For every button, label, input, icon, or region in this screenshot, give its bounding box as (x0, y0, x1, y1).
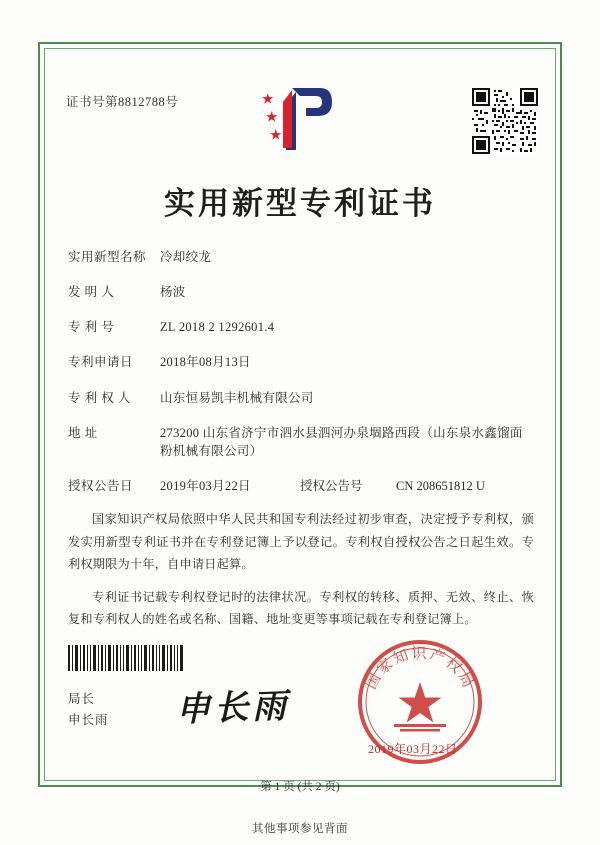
field-row-application-date (68, 353, 534, 371)
field-row-grant-announcement (68, 477, 534, 495)
page-number: 第 1 页 (共 2 页) (260, 781, 340, 793)
field-row-patent-number (68, 318, 534, 336)
signature-labels (68, 689, 109, 732)
field-label: 专 利 号 (68, 320, 115, 335)
paragraph-2: 专利证书记载专利权登记时的法律状况。专利权的转移、质押、无效、终止、恢复和专利权人的姓名或名称、国籍、地址变更等事项记载在专利登记簿上。 (68, 589, 534, 627)
field-label: 专 利 权 人 (68, 390, 131, 405)
page-title: 实用新型专利证书 (164, 186, 436, 221)
field-value-grant-date: 2019年03月22日 (160, 478, 251, 493)
paragraph-1: 国家知识产权局依照中华人民共和国专利法经过初步审查，决定授予专利权，颁发实用新型专利证书并在专利登记簿上予以登记。专利权自授权公告之日起生效。专利权期限为十年，自申请日起算。 (68, 512, 534, 572)
field-value: 山东恒易凯丰机械有限公司 (160, 390, 314, 405)
field-label: 地 址 (68, 425, 98, 440)
svg-text:国家知识产权局: 国家知识产权局 (363, 646, 477, 693)
field-label-grant-date: 授权公告日 (68, 478, 134, 493)
field-value: 冷却绞龙 (160, 250, 212, 264)
field-row-inventor (68, 283, 534, 301)
field-label-grant-number: 授权公告号 (300, 478, 363, 493)
handwritten-signature: 申长雨 (175, 688, 291, 729)
field-list (68, 248, 534, 512)
field-value: 273200 山东省济宁市泗水县泗河办泉堌路西段（山东泉水鑫馏面粉机械有限公司） (160, 425, 523, 458)
certificate-number: 证书号第8812788号 (66, 95, 179, 109)
footer-note: 其他事项参见背面 (252, 823, 348, 835)
field-value: ZL 2018 2 1292601.4 (160, 320, 275, 335)
field-value-grant-number: CN 208651812 U (396, 478, 485, 493)
field-label: 发 明 人 (68, 285, 115, 300)
field-value: 杨波 (160, 285, 186, 300)
barcode-icon (68, 645, 184, 671)
legal-body-text (68, 508, 534, 641)
seal-date: 2019年03月22日 (368, 742, 458, 756)
field-label: 实用新型名称 (68, 250, 147, 264)
cnipa-logo-icon (262, 78, 340, 160)
field-row-utility-model-name (68, 248, 534, 266)
field-value: 2018年08月13日 (160, 355, 251, 370)
signature-title: 局长 (68, 692, 96, 706)
qr-code-icon (472, 88, 538, 154)
field-row-address (68, 424, 534, 460)
field-label: 专利申请日 (68, 355, 134, 370)
field-row-patentee (68, 389, 534, 407)
signature-name: 申长雨 (68, 713, 109, 728)
